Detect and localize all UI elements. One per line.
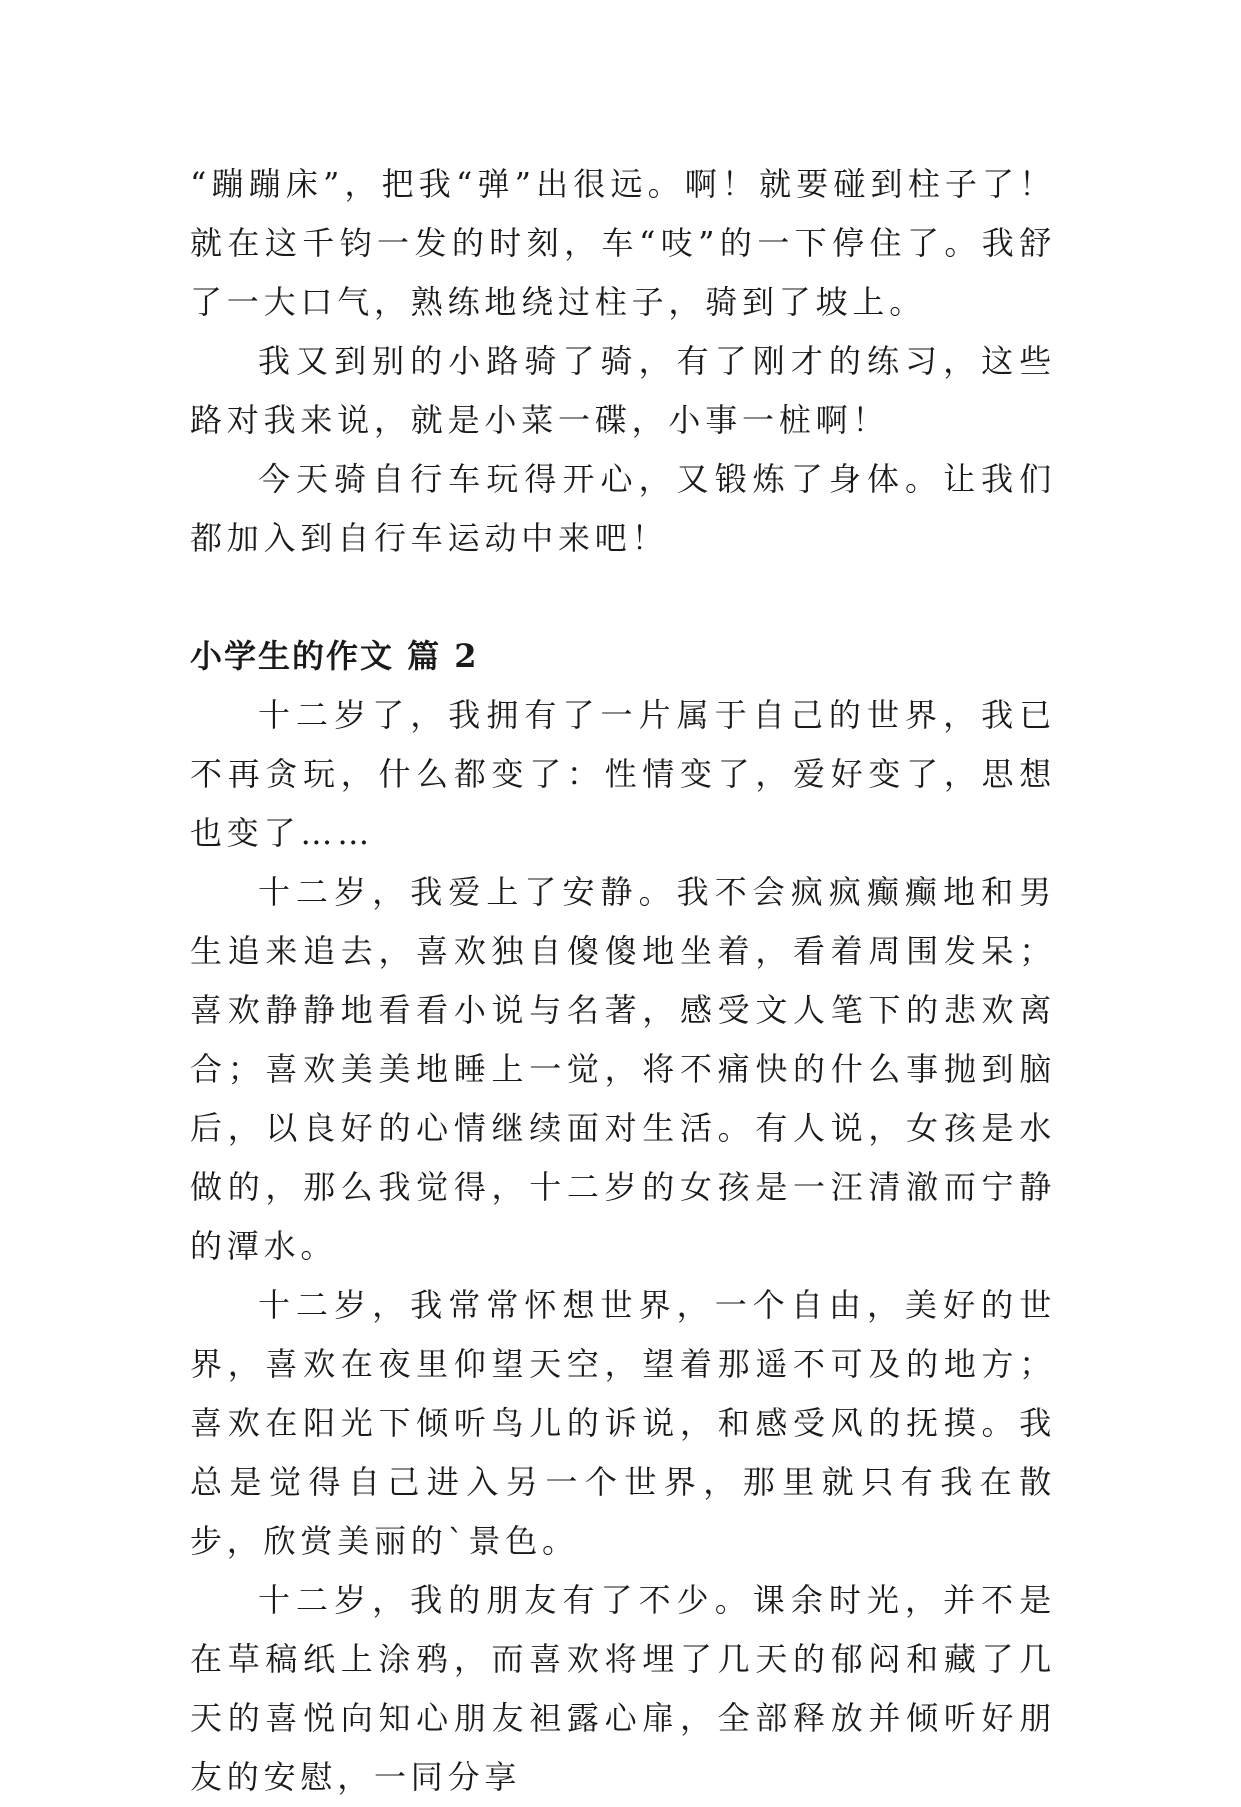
document-body bbox=[190, 155, 1056, 1807]
paragraph: 十二岁了，我拥有了一片属于自己的世界，我已不再贪玩，什么都变了：性情变了，爱好变了，思想也变了…… bbox=[190, 696, 1056, 852]
paragraph: 十二岁，我常常怀想世界，一个自由，美好的世界，喜欢在夜里仰望天空，望着那遥不可及的地方；喜欢在阳光下倾听鸟儿的诉说，和感受风的抚摸。我总是觉得自己进入另一个世界，那里就只有我在散步，欣赏美丽的`景色。 bbox=[190, 1286, 1056, 1560]
paragraph: 十二岁，我的朋友有了不少。课余时光，并不是在草稿纸上涂鸦，而喜欢将埋了几天的郁闷和藏了几天的喜悦向知心朋友袒露心扉，全部释放并倾听好朋友的安慰，一同分享 bbox=[190, 1581, 1056, 1796]
paragraph: 我又到别的小路骑了骑，有了刚才的练习，这些路对我来说，就是小菜一碟，小事一桩啊！ bbox=[190, 342, 1056, 439]
section-title: 小学生的作文 篇 2 bbox=[190, 637, 479, 675]
paragraph: 今天骑自行车玩得开心，又锻炼了身体。让我们都加入到自行车运动中来吧！ bbox=[190, 460, 1056, 557]
paragraph: 十二岁，我爱上了安静。我不会疯疯癫癫地和男生追来追去，喜欢独自傻傻地坐着，看着周围发呆；喜欢静静地看看小说与名著，感受文人笔下的悲欢离合；喜欢美美地睡上一觉，将不痛快的什么事抛到脑后，以良好的心情继续面对生活。有人说，女孩是水做的，那么我觉得，十二岁的女孩是一汪清澈而宁静的潭水。 bbox=[190, 873, 1056, 1265]
paragraph-continued: “蹦蹦床”，把我“弹”出很远。啊！就要碰到柱子了！就在这千钧一发的时刻，车“吱”的一下停住了。我舒了一大口气，熟练地绕过柱子，骑到了坡上。 bbox=[190, 165, 1056, 321]
